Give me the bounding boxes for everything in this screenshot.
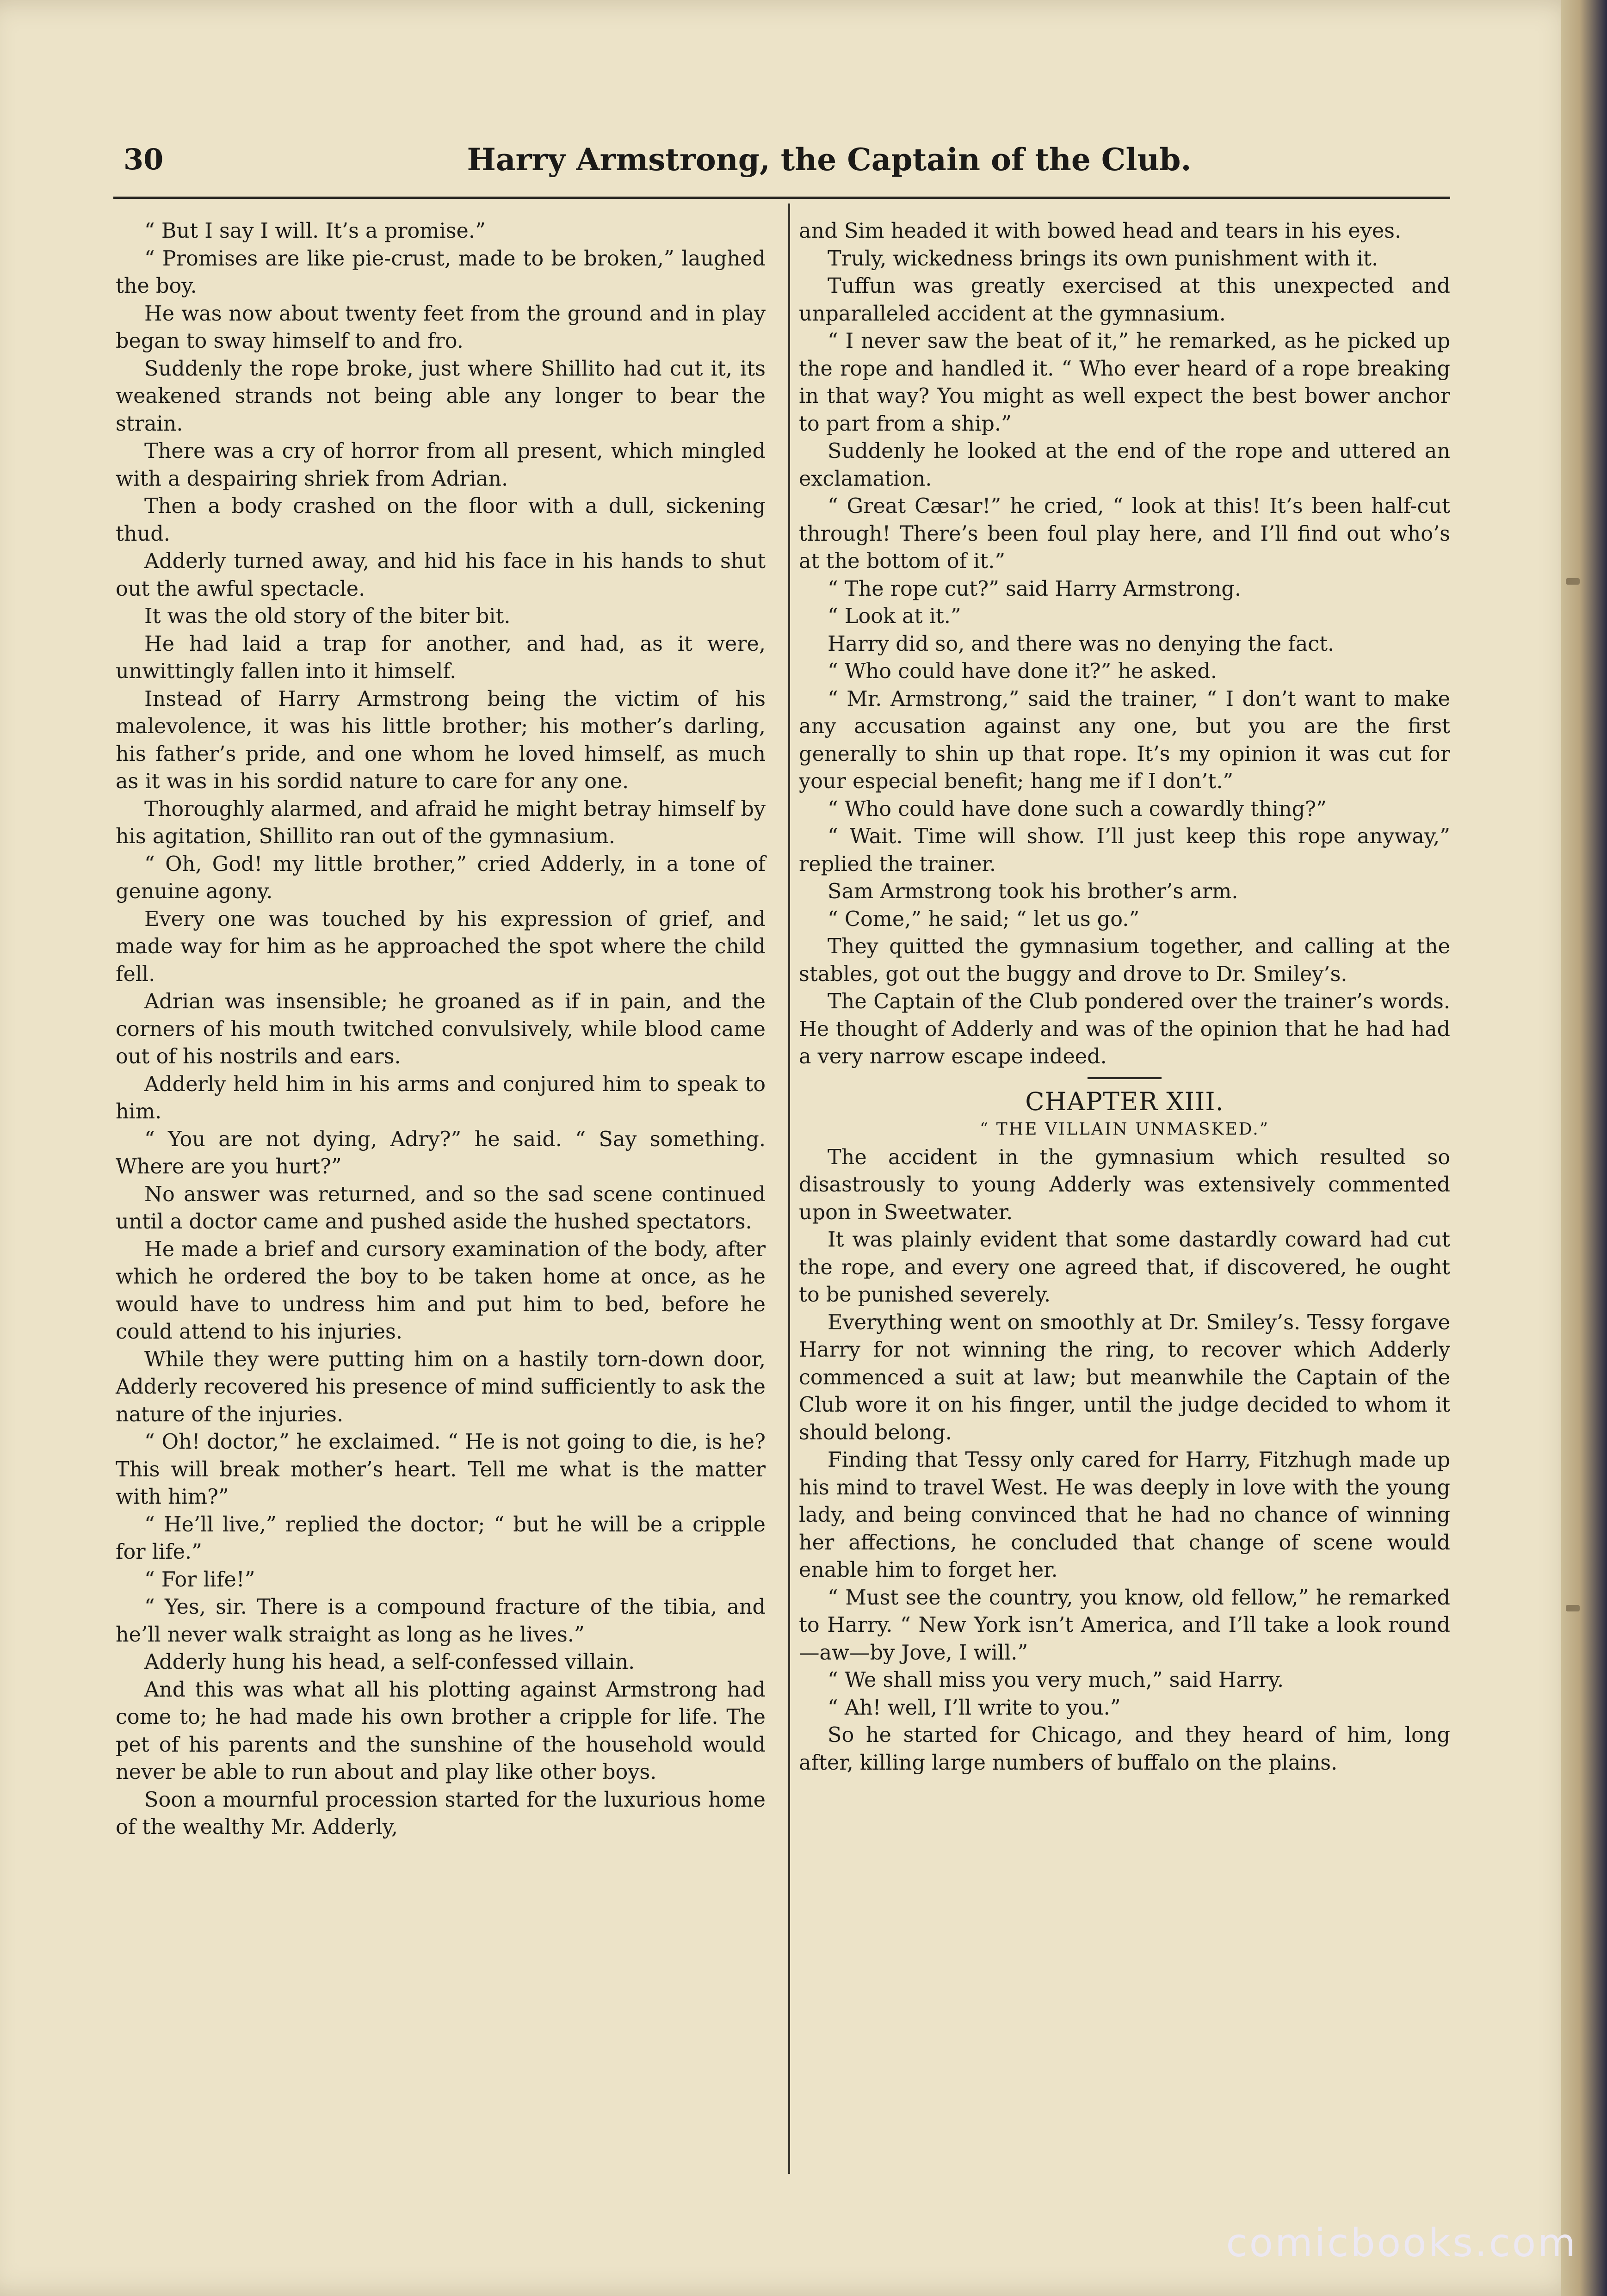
paragraph: “ Ah! well, I’ll write to you.”: [828, 1696, 1121, 1720]
paragraph: “ Oh! doctor,” he exclaimed. “ He is not going to die, is he? This will break mother’s heart. Tell me what is the matter with him?”: [116, 1430, 766, 1509]
paragraph: “ Wait. Time will show. I’ll just keep this rope anyway,” replied the trainer.: [799, 825, 1450, 876]
left-column: [116, 217, 766, 1841]
right-column: [799, 217, 1450, 1777]
paragraph: It was the old story of the biter bit.: [144, 605, 511, 628]
paragraph: Suddenly he looked at the end of the rope and uttered an exclamation.: [799, 439, 1450, 491]
paragraph: Finding that Tessy only cared for Harry, Fitzhugh made up his mind to travel West. He was deeply in love with the young lady, and being convinced that he had no chance of winning her affections, he concluded that change of scene would enable him to forget her.: [799, 1448, 1450, 1582]
paragraph: “ Great Cæsar!” he cried, “ look at this! It’s been half-cut through! There’s been foul play here, and I’ll find out who’s at the bottom of it.”: [799, 494, 1450, 573]
binding-staple: [1566, 578, 1580, 585]
paragraph: Adrian was insensible; he groaned as if in pain, and the corners of his mouth twitched convulsively, while blood came out of his nostrils and ears.: [116, 990, 766, 1068]
page-header: [118, 134, 1448, 190]
paragraph: The accident in the gymnasium which resulted so disastrously to young Adderly was extensively commented upon in Sweetwater.: [799, 1145, 1450, 1224]
paragraph: And this was what all his plotting against Armstrong had come to; he had made his own brother a cripple for life. The pet of his parents and the sunshine of the household would never be able to run about and play like other boys.: [116, 1678, 766, 1784]
paragraph: There was a cry of horror from all present, which mingled with a despairing shriek from Adrian.: [116, 439, 766, 491]
paragraph: No answer was returned, and so the sad scene continued until a doctor came and pushed aside the hushed spectators.: [116, 1182, 766, 1234]
paragraph: “ Yes, sir. There is a compound fracture of the tibia, and he’ll never walk straight as long as he lives.”: [116, 1595, 766, 1647]
paragraph: He was now about twenty feet from the ground and in play began to sway himself to and fro.: [116, 302, 766, 353]
chapter-divider: [1088, 1077, 1162, 1079]
paragraph: Everything went on smoothly at Dr. Smiley’s. Tessy forgave Harry for not winning the ring, to recover which Adderly commenced a suit at law; but meanwhile the Captain of the Club wore it on his finger, until the judge decided to whom it should belong.: [799, 1310, 1450, 1444]
right-column-text-after-chapter: [799, 1144, 1450, 1777]
chapter-heading: CHAPTER XIII.: [1025, 1086, 1224, 1116]
paragraph: “ Look at it.”: [828, 605, 961, 628]
running-title: Harry Armstrong, the Captain of the Club.: [467, 142, 1192, 178]
paragraph: Suddenly the rope broke, just where Shillito had cut it, its weakened strands not being able any longer to bear the strain.: [116, 357, 766, 436]
paragraph: Truly, wickedness brings its own punishment with it.: [828, 247, 1378, 271]
page-binding-edge: [1561, 0, 1607, 2296]
paragraph: “ Promises are like pie-crust, made to be broken,” laughed the boy.: [116, 247, 766, 298]
paragraph: “ Mr. Armstrong,” said the trainer, “ I don’t want to make any accusation against any one, but you are the first generally to shin up that rope. It’s my opinion it was cut for your especial benefit; hang me if I don’t.”: [799, 687, 1450, 793]
paragraph: They quitted the gymnasium together, and calling at the stables, got out the buggy and drove to Dr. Smiley’s.: [799, 935, 1450, 986]
paragraph: “ But I say I will. It’s a promise.”: [144, 219, 486, 243]
paragraph: “ For life!”: [144, 1568, 255, 1592]
paragraph: Adderly turned away, and hid his face in his hands to shut out the awful spectacle.: [116, 549, 766, 601]
paragraph: “ He’ll live,” replied the doctor; “ but he will be a cripple for life.”: [116, 1512, 766, 1564]
paragraph: “ Who could have done it?” he asked.: [828, 660, 1218, 683]
paragraph: “ You are not dying, Adry?” he said. “ Say something. Where are you hurt?”: [116, 1127, 766, 1179]
paragraph: “ Oh, God! my little brother,” cried Adderly, in a tone of genuine agony.: [116, 852, 766, 903]
paragraph: and Sim headed it with bowed head and tears in his eyes.: [799, 219, 1402, 243]
paragraph: Thoroughly alarmed, and afraid he might betray himself by his agitation, Shillito ran out of the gymnasium.: [116, 797, 766, 848]
paragraph: Every one was touched by his expression of grief, and made way for him as he approached the spot where the child fell.: [116, 907, 766, 986]
paragraph: “ Come,” he said; “ let us go.”: [828, 907, 1140, 931]
paragraph: Sam Armstrong took his brother’s arm.: [828, 880, 1238, 903]
paragraph: “ I never saw the beat of it,” he remarked, as he picked up the rope and handled it. “ Who ever heard of a rope breaking in that way? You might as well expect the best bower anchor to part from a ship.”: [799, 329, 1450, 436]
paragraph: Adderly held him in his arms and conjured him to speak to him.: [116, 1072, 766, 1123]
paragraph: “ Who could have done such a cowardly thing?”: [828, 797, 1327, 821]
paragraph: “ The rope cut?” said Harry Armstrong.: [828, 577, 1242, 601]
paragraph: Then a body crashed on the floor with a dull, sickening thud.: [116, 494, 766, 546]
paragraph: So he started for Chicago, and they heard of him, long after, killing large numbers of buffalo on the plains.: [799, 1723, 1450, 1775]
header-rule: [113, 197, 1450, 199]
paragraph: While they were putting him on a hastily torn-down door, Adderly recovered his presence of mind sufficiently to ask the nature of the injuries.: [116, 1347, 766, 1426]
binding-staple: [1566, 1605, 1580, 1611]
paragraph: Adderly hung his head, a self-confessed villain.: [144, 1650, 635, 1674]
paragraph: Tuffun was greatly exercised at this unexpected and unparalleled accident at the gymnasium.: [799, 274, 1450, 326]
chapter-subtitle: “ THE VILLAIN UNMASKED.”: [979, 1119, 1270, 1139]
paragraph: He made a brief and cursory examination of the body, after which he ordered the boy to be taken home at once, as he would have to undress him and put him to bed, before he could attend to his injuries.: [116, 1237, 766, 1344]
paragraph: He had laid a trap for another, and had, as it were, unwittingly fallen into it himself.: [116, 632, 766, 683]
site-watermark: comicbooks.com: [1226, 2220, 1577, 2265]
column-divider: [788, 204, 790, 2174]
paragraph: Harry did so, and there was no denying the fact.: [828, 632, 1335, 656]
paragraph: It was plainly evident that some dastardly coward had cut the rope, and every one agreed that, if discovered, he ought to be punished severely.: [799, 1228, 1450, 1307]
paragraph: Instead of Harry Armstrong being the victim of his malevolence, it was his little brother; his mother’s darling, his father’s pride, and one whom he loved himself, as much as it was in his sordid nature to care for any one.: [116, 687, 766, 793]
paragraph: The Captain of the Club pondered over the trainer’s words. He thought of Adderly and was of the opinion that he had had a very narrow escape indeed.: [799, 990, 1450, 1068]
paragraph: Soon a mournful procession started for the luxurious home of the wealthy Mr. Adderly,: [116, 1788, 766, 1839]
paragraph: “ We shall miss you very much,” said Harry.: [828, 1668, 1284, 1692]
right-column-text-before-chapter: [799, 217, 1450, 1071]
paragraph: “ Must see the country, you know, old fellow,” he remarked to Harry. “ New York isn’t America, and I’ll take a look round—aw—by Jove, I will.”: [799, 1586, 1450, 1665]
page-number: 30: [124, 142, 164, 176]
